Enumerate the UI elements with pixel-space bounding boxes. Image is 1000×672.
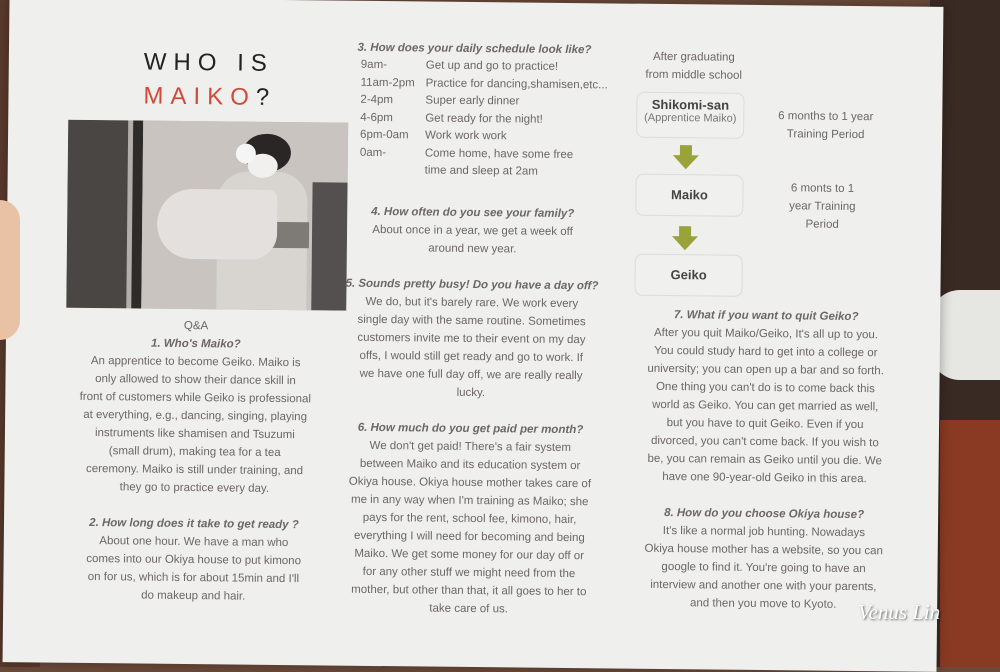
note-line: year Training <box>789 200 856 213</box>
answer-line: You could study hard to get into a college or <box>654 344 878 360</box>
step1-note <box>758 107 893 144</box>
answer-line: only allowed to show their dance skill in <box>95 373 296 388</box>
answer-line: We don't get paid! There's a fair system <box>369 439 572 455</box>
step-maiko <box>635 174 743 217</box>
background-cloth <box>940 420 1000 667</box>
answer-line: Maiko. We get some money for our day off or <box>354 547 585 563</box>
daily-schedule <box>360 57 621 182</box>
answer-line: at everything, e.g., dancing, singing, playing <box>83 408 308 424</box>
schedule-row <box>360 162 620 182</box>
answer-line: comes into our Okiya house to put kimono <box>86 552 302 568</box>
schedule-time: 4-6pm <box>360 111 393 124</box>
answer-line: between Maiko and its education system or <box>359 457 581 473</box>
answer-line: After you quit Maiko/Geiko, It's all up to you. <box>653 326 879 342</box>
note-line: 6 monts to 1 <box>790 182 855 195</box>
answer-line: Okiya house. Okiya house mother takes care of <box>348 475 592 491</box>
answer-line: instruments like shamisen and Tsuzumi <box>94 427 295 442</box>
schedule-desc: Super early dinner <box>425 94 520 108</box>
schedule-desc: Get ready for the night! <box>425 111 543 126</box>
answer-line: One thing you can't do is to come back this <box>655 380 875 396</box>
answer-line: and then you move to Kyoto. <box>689 597 837 611</box>
schedule-time: 6pm-0am <box>360 128 409 142</box>
answer-line: ceremony. Maiko is still under training, and <box>85 462 304 478</box>
answer-line: have one 90-year-old Geiko in this area. <box>662 470 867 486</box>
step-geiko <box>634 254 742 297</box>
answer-line: do makeup and hair. <box>141 589 246 603</box>
answer-line: we have one full day off, we are really really <box>359 367 583 383</box>
step2-note <box>767 179 878 234</box>
answer-line: pays for the rent, school fee, kimono, hair, <box>362 511 577 527</box>
answer-line: About one hour. We have a man who <box>99 535 289 550</box>
title-question-mark: ? <box>255 83 277 111</box>
question-8: 8. How do you choose Okiya house? <box>664 507 865 522</box>
schedule-time: 0am- <box>359 146 387 159</box>
schedule-desc: Get up and go to practice! <box>425 59 559 73</box>
title-maiko: MAIKO <box>143 82 256 111</box>
answer-line: single day with the same routine. Sometimes <box>357 313 586 329</box>
question-4: 4. How often do you see your family? <box>371 205 575 221</box>
schedule-time: 2-4pm <box>360 93 394 107</box>
answer-line: be, you can remain as Geiko until you die. We <box>647 452 882 468</box>
note-line: Training Period <box>786 128 865 142</box>
note-line: 6 months to 1 year <box>778 110 874 124</box>
answer-line: divorced, you can't come back. If you wish to <box>650 434 879 450</box>
question-3: 3. How does your daily schedule look like? <box>357 41 592 57</box>
arrow-down-icon <box>673 155 699 169</box>
step-shikomi-san <box>636 92 744 139</box>
answer-line: lucky. <box>456 386 486 400</box>
answer-line: university; you can open up a bar and so forth. <box>647 362 884 378</box>
answer-line: everything I will need for becoming and being <box>353 529 585 545</box>
answer-1 <box>44 352 345 499</box>
answer-line: they go to practice every day. <box>119 481 270 495</box>
step-title: Geiko <box>670 267 707 283</box>
question-5: 5. Sounds pretty busy! Do you have a day off? <box>345 277 599 293</box>
answer-line: An apprentice to become Geiko. Maiko is <box>90 355 301 370</box>
schedule-desc: Work work work <box>425 129 507 143</box>
answer-line: After graduating <box>652 50 735 64</box>
title-line-1: WHO IS <box>143 48 274 77</box>
schedule-desc: Come home, have some free <box>424 146 574 161</box>
schedule-time: 11am-2pm <box>360 76 415 89</box>
answer-line: interview and another one with your parents, <box>650 578 877 594</box>
answer-line: customers invite me to their event on my day <box>357 331 586 347</box>
answer-2 <box>43 532 344 607</box>
maiko-photo <box>66 120 348 311</box>
qa-label: Q&A <box>183 319 209 333</box>
answer-line: me in any way when I'm training as Maiko; she <box>350 493 589 509</box>
question-6: 6. How much do you get paid per month? <box>357 421 584 437</box>
answer-line: around new year. <box>428 242 517 256</box>
watermark: Venus Lin <box>858 600 941 624</box>
answer-line: Okiya house mother has a website, so you can <box>644 542 884 558</box>
answer-line: take care of us. <box>429 602 508 616</box>
schedule-desc: Practice for dancing,shamisen,etc... <box>425 76 608 91</box>
step-title: Shikomi-san <box>651 96 730 113</box>
question-2: 2. How long does it take to get ready ? <box>89 516 299 532</box>
answer-line: front of customers while Geiko is professional <box>79 390 312 406</box>
schedule-time <box>360 162 425 180</box>
answer-line: from middle school <box>645 68 743 82</box>
note-line: Period <box>805 218 839 231</box>
right-column <box>613 305 916 614</box>
schedule-desc: time and sleep at 2am <box>424 164 538 178</box>
middle-column-lower <box>321 202 620 619</box>
laminated-menu-sheet <box>3 0 944 672</box>
title-line-2 <box>143 83 276 112</box>
answer-line: google to find it. You're going to have an <box>661 560 866 576</box>
answer-line: but you have to quit Geiko. Even if you <box>666 417 864 432</box>
question-1: 1. Who's Maiko? <box>150 337 241 351</box>
left-column <box>43 316 346 607</box>
answer-line: We do, but it's barely rare. We work every <box>365 295 579 311</box>
arrow-down-icon <box>672 236 698 250</box>
answer-line: world as Geiko. You can get married as well, <box>652 398 879 414</box>
answer-line: on for us, which is for about 15min and I'll <box>87 570 300 586</box>
answer-line: for any other stuff we might need from the <box>362 565 576 581</box>
schedule-time: 9am- <box>360 58 388 72</box>
question-7: 7. What if you want to quit Geiko? <box>673 309 859 324</box>
answer-line: About once in a year, we get a week off <box>372 223 573 239</box>
answer-line: offs, I would still get ready and go to work. If <box>359 349 584 365</box>
answer-line: mother, but other than that, it all goes to her to <box>351 583 587 599</box>
answer-line: (small drum), making tea for a tea <box>108 445 281 459</box>
finger <box>0 200 20 340</box>
answer-line: It's like a normal job hunting. Nowadays <box>662 524 866 540</box>
step-subtitle: (Apprentice Maiko) <box>644 111 737 125</box>
background-plate <box>930 290 1000 380</box>
after-graduating-label <box>619 48 769 86</box>
step-title: Maiko <box>670 187 708 203</box>
